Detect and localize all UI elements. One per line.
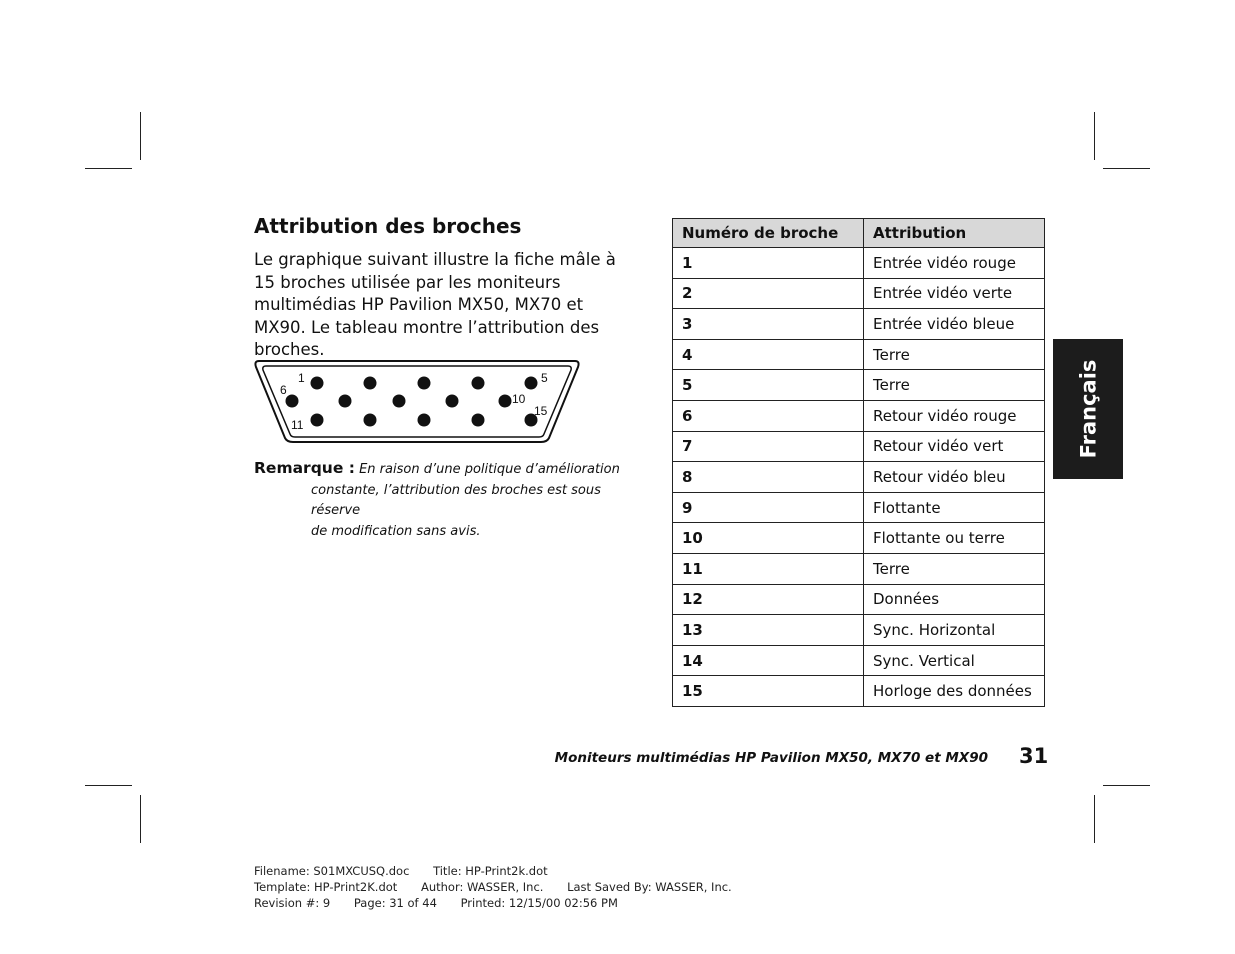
pin-dot bbox=[311, 377, 324, 390]
pin-assignment-cell: Sync. Horizontal bbox=[864, 615, 1045, 646]
pin-number-cell: 13 bbox=[673, 615, 864, 646]
page-number: 31 bbox=[1019, 744, 1049, 768]
pin-assignment-cell: Horloge des données bbox=[864, 676, 1045, 707]
pin-assignment-cell: Sync. Vertical bbox=[864, 645, 1045, 676]
pin-number-cell: 8 bbox=[673, 462, 864, 493]
pin-number-cell: 4 bbox=[673, 339, 864, 370]
pin-assignment-cell: Terre bbox=[864, 339, 1045, 370]
pin-number-cell: 1 bbox=[673, 248, 864, 279]
table-row bbox=[673, 431, 1045, 462]
intro-paragraph: Le graphique suivant illustre la fiche mâle à 15 broches utilisée par les moniteurs multimédias HP Pavilion MX50, MX70 et MX90. Le tableau montre l’attribution des broches. bbox=[254, 250, 616, 359]
pin-dot bbox=[364, 414, 377, 427]
language-tab-label: Français bbox=[1076, 359, 1101, 459]
pin-label-10: 10 bbox=[512, 392, 526, 406]
pin-dot bbox=[339, 395, 352, 408]
pin-dot bbox=[393, 395, 406, 408]
pin-number-cell: 11 bbox=[673, 553, 864, 584]
pin-number-cell: 3 bbox=[673, 309, 864, 340]
pin-dot bbox=[472, 377, 485, 390]
table-row bbox=[673, 248, 1045, 279]
pin-number-cell: 5 bbox=[673, 370, 864, 401]
note-text-line: constante, l’attribution des broches est sous réserve bbox=[311, 482, 601, 518]
pin-number-cell: 12 bbox=[673, 584, 864, 615]
crop-mark bbox=[1094, 795, 1095, 843]
metadata-page: Page: 31 of 44 bbox=[353, 896, 437, 910]
table-header-row bbox=[673, 219, 1045, 248]
table-row bbox=[673, 615, 1045, 646]
metadata-filename: Filename: S01MXCUSQ.doc bbox=[254, 864, 410, 878]
table-row bbox=[673, 645, 1045, 676]
language-tab bbox=[1053, 339, 1123, 479]
table-row bbox=[673, 400, 1045, 431]
pin-assignment-cell: Flottante bbox=[864, 492, 1045, 523]
crop-mark bbox=[1094, 112, 1095, 160]
metadata-row bbox=[254, 863, 752, 879]
pin-dot bbox=[525, 377, 538, 390]
pin-label-5: 5 bbox=[541, 371, 548, 385]
table-row bbox=[673, 584, 1045, 615]
pin-assignment-cell: Retour vidéo rouge bbox=[864, 400, 1045, 431]
table-row bbox=[673, 523, 1045, 554]
metadata-last-saved: Last Saved By: WASSER, Inc. bbox=[567, 880, 732, 894]
metadata-title: Title: HP-Print2k.dot bbox=[433, 864, 548, 878]
section-heading: Attribution des broches bbox=[254, 214, 522, 238]
crop-mark bbox=[140, 112, 141, 160]
pin-dot bbox=[311, 414, 324, 427]
table-row bbox=[673, 676, 1045, 707]
pin-assignment-cell: Terre bbox=[864, 370, 1045, 401]
pin-assignment-cell: Retour vidéo vert bbox=[864, 431, 1045, 462]
pin-number-cell: 14 bbox=[673, 645, 864, 676]
pin-label-11: 11 bbox=[291, 418, 304, 432]
metadata-printed: Printed: 12/15/00 02:56 PM bbox=[460, 896, 618, 910]
table-row bbox=[673, 309, 1045, 340]
pin-dot bbox=[499, 395, 512, 408]
table-row bbox=[673, 462, 1045, 493]
pin-assignment-cell: Entrée vidéo verte bbox=[864, 278, 1045, 309]
pin-assignment-cell: Flottante ou terre bbox=[864, 523, 1045, 554]
crop-mark bbox=[85, 168, 132, 169]
pin-assignment-cell: Terre bbox=[864, 553, 1045, 584]
vga-connector-diagram bbox=[253, 357, 581, 445]
pin-dot bbox=[364, 377, 377, 390]
pin-dot bbox=[418, 414, 431, 427]
pin-dot bbox=[446, 395, 459, 408]
note-block bbox=[254, 458, 634, 542]
crop-mark bbox=[1103, 785, 1150, 786]
pin-assignment-table bbox=[672, 218, 1045, 707]
footer-title: Moniteurs multimédias HP Pavilion MX50, MX70 et MX90 bbox=[554, 750, 988, 766]
pin-assignment-cell: Données bbox=[864, 584, 1045, 615]
pin-assignment-cell: Entrée vidéo bleue bbox=[864, 309, 1045, 340]
column-header-assignment: Attribution bbox=[864, 219, 1045, 248]
metadata-author: Author: WASSER, Inc. bbox=[420, 880, 544, 894]
note-first-line bbox=[254, 458, 634, 481]
crop-mark bbox=[85, 785, 132, 786]
table-row bbox=[673, 278, 1045, 309]
pin-label-1: 1 bbox=[298, 371, 305, 385]
metadata-row bbox=[254, 895, 752, 911]
pin-number-cell: 7 bbox=[673, 431, 864, 462]
table-row bbox=[673, 553, 1045, 584]
table-row bbox=[673, 370, 1045, 401]
pin-number-cell: 10 bbox=[673, 523, 864, 554]
pin-number-cell: 9 bbox=[673, 492, 864, 523]
pin-label-15: 15 bbox=[534, 404, 548, 418]
pin-dot bbox=[286, 395, 299, 408]
pin-number-cell: 15 bbox=[673, 676, 864, 707]
column-header-pin-number: Numéro de broche bbox=[673, 219, 864, 248]
print-metadata bbox=[254, 863, 752, 911]
pin-dot bbox=[472, 414, 485, 427]
note-text-line: de modification sans avis. bbox=[311, 523, 481, 539]
crop-mark bbox=[1103, 168, 1150, 169]
crop-mark bbox=[140, 795, 141, 843]
pin-assignment-cell: Retour vidéo bleu bbox=[864, 462, 1045, 493]
pin-dot bbox=[418, 377, 431, 390]
pin-number-cell: 6 bbox=[673, 400, 864, 431]
pin-label-6: 6 bbox=[280, 383, 287, 397]
pin-number-cell: 2 bbox=[673, 278, 864, 309]
note-label: Remarque : bbox=[254, 459, 355, 477]
pin-assignment-cell: Entrée vidéo rouge bbox=[864, 248, 1045, 279]
note-text-line: En raison d’une politique d’amélioration bbox=[359, 462, 620, 477]
metadata-revision: Revision #: 9 bbox=[254, 896, 331, 910]
metadata-template: Template: HP-Print2K.dot bbox=[254, 880, 398, 894]
metadata-row bbox=[254, 879, 752, 895]
table-row bbox=[673, 339, 1045, 370]
table-row bbox=[673, 492, 1045, 523]
